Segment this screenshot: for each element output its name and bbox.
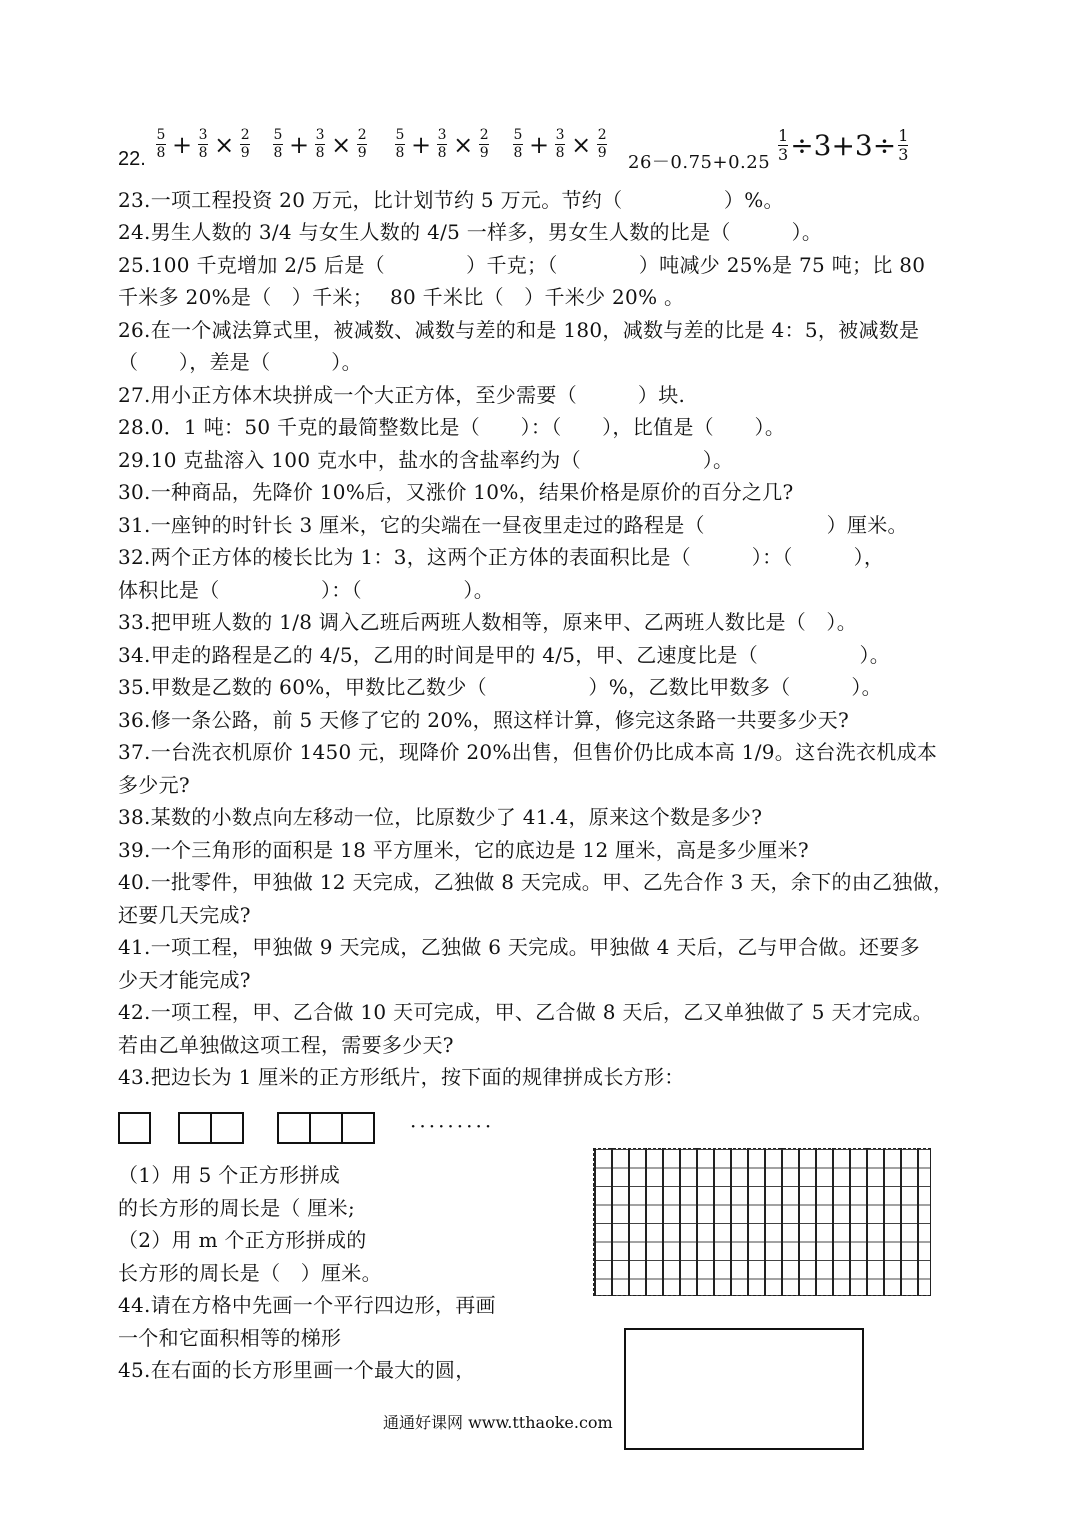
plus-sign: + bbox=[172, 130, 193, 159]
times-sign: × bbox=[453, 130, 474, 159]
fraction: $\frac{3}{8}$ bbox=[315, 127, 325, 161]
fraction: $\frac{5}{8}$ bbox=[273, 127, 283, 161]
question-26: 26.在一个减法算式里，被减数、减数与差的和是 180，减数与差的比是 4：5，被减数是 bbox=[118, 318, 920, 342]
times-sign: × bbox=[571, 130, 592, 159]
fraction: $\frac{1}{3}$ bbox=[898, 126, 909, 164]
expression-2 bbox=[271, 128, 369, 161]
question-44: 44.请在方格中先画一个平行四边形，再画 bbox=[118, 1293, 496, 1317]
fraction: $\frac{2}{9}$ bbox=[357, 127, 367, 161]
question-42: 42.一项工程，甲、乙合做 10 天可完成，甲、乙合做 8 天后，乙又单独做了 5 天才完成。 bbox=[118, 1000, 933, 1024]
question-25-cont: 千米多 20%是（ ）千米； 80 千米比（ ）千米少 20% 。 bbox=[118, 285, 685, 309]
drawing-rectangle bbox=[624, 1328, 864, 1450]
ellipsis-dots: ········· bbox=[410, 1114, 495, 1138]
fraction: $\frac{3}{8}$ bbox=[555, 127, 565, 161]
question-44-cont: 一个和它面积相等的梯形 bbox=[118, 1326, 342, 1350]
fraction: $\frac{5}{8}$ bbox=[513, 127, 523, 161]
question-43: 43.把边长为 1 厘米的正方形纸片，按下面的规律拼成长方形： bbox=[118, 1065, 685, 1089]
question-41: 41.一项工程，甲独做 9 天完成，乙独做 6 天完成。甲独做 4 天后，乙与甲合做。还要多 bbox=[118, 935, 920, 959]
fraction: $\frac{3}{8}$ bbox=[437, 127, 447, 161]
footer-watermark: 通通好课网 www.tthaoke.com bbox=[383, 1413, 613, 1432]
question-27: 27.用小正方体木块拼成一个大正方体，至少需要（ ）块. bbox=[118, 383, 686, 407]
question-41-cont: 少天才能完成? bbox=[118, 968, 251, 992]
fraction: $\frac{5}{8}$ bbox=[395, 127, 405, 161]
question-33: 33.把甲班人数的 1/8 调入乙班后两班人数相等，原来甲、乙两班人数比是（ ）。 bbox=[118, 610, 858, 634]
fraction: $\frac{3}{8}$ bbox=[198, 127, 208, 161]
fraction: $\frac{2}{9}$ bbox=[240, 127, 250, 161]
fraction: $\frac{2}{9}$ bbox=[479, 127, 489, 161]
expression-6 bbox=[776, 128, 910, 163]
fraction: $\frac{2}{9}$ bbox=[597, 127, 607, 161]
two-square-figure bbox=[178, 1112, 244, 1144]
times-sign: × bbox=[214, 130, 235, 159]
question-43-part-2-cont: 长方形的周长是（ ）厘米。 bbox=[118, 1261, 382, 1285]
plus-sign: + bbox=[289, 130, 310, 159]
question-32-cont: 体积比是（ ）：（ ）。 bbox=[118, 578, 494, 602]
question-42-cont: 若由乙单独做这项工程，需要多少天? bbox=[118, 1033, 454, 1057]
plus-sign: + bbox=[529, 130, 550, 159]
times-sign: × bbox=[331, 130, 352, 159]
question-23: 23.一项工程投资 20 万元，比计划节约 5 万元。节约（ ）%。 bbox=[118, 188, 784, 212]
question-36: 36.修一条公路，前 5 天修了它的 20%，照这样计算，修完这条路一共要多少天? bbox=[118, 708, 850, 732]
question-26-cont: （ ），差是（ ）。 bbox=[118, 350, 362, 374]
question-30: 30.一种商品，先降价 10%后，又涨价 10%，结果价格是原价的百分之几? bbox=[118, 480, 794, 504]
question-number: 22. bbox=[118, 148, 146, 170]
question-34: 34.甲走的路程是乙的 4/5，乙用的时间是甲的 4/5，甲、乙速度比是（ ）。 bbox=[118, 643, 891, 667]
question-31: 31.一座钟的时针长 3 厘米，它的尖端在一昼夜里走过的路程是（ ）厘米。 bbox=[118, 513, 908, 537]
fraction: $\frac{1}{3}$ bbox=[778, 126, 789, 164]
question-37-cont: 多少元? bbox=[118, 773, 190, 797]
question-40: 40.一批零件，甲独做 12 天完成，乙独做 8 天完成。甲、乙先合作 3 天，余下的由乙独做， bbox=[118, 870, 954, 894]
drawing-grid bbox=[593, 1148, 931, 1296]
question-39: 39.一个三角形的面积是 18 平方厘米，它的底边是 12 厘米，高是多少厘米? bbox=[118, 838, 809, 862]
expression-5: 26－0.75+0.25 bbox=[628, 152, 771, 173]
plus-sign: + bbox=[411, 130, 432, 159]
question-29: 29.10 克盐溶入 100 克水中，盐水的含盐率约为（ ）。 bbox=[118, 448, 734, 472]
fraction: $\frac{5}{8}$ bbox=[156, 127, 166, 161]
question-25: 25.100 千克增加 2/5 后是（ ）千克；（ ）吨减少 25%是 75 吨；比 80 bbox=[118, 253, 926, 277]
question-43-part-1: （1）用 5 个正方形拼成 bbox=[118, 1163, 341, 1187]
question-45: 45.在右面的长方形里画一个最大的圆， bbox=[118, 1358, 476, 1382]
question-43-part-2: （2）用 m 个正方形拼成的 bbox=[118, 1228, 367, 1252]
question-32: 32.两个正方体的棱长比为 1：3，这两个正方体的表面积比是（ ）：（ ）， bbox=[118, 545, 885, 569]
question-38: 38.某数的小数点向左移动一位，比原数少了 41.4，原来这个数是多少? bbox=[118, 805, 763, 829]
question-43-part-1-cont: 的长方形的周长是（ 厘米; bbox=[118, 1196, 355, 1220]
question-37: 37.一台洗衣机原价 1450 元，现降价 20%出售，但售价仍比成本高 1/9。这台洗衣机成本 bbox=[118, 740, 938, 764]
operator-text: ÷3+3÷ bbox=[790, 129, 897, 162]
question-24: 24.男生人数的 3/4 与女生人数的 4/5 一样多，男女生人数的比是（ ）。 bbox=[118, 220, 823, 244]
expression-3 bbox=[393, 128, 491, 161]
expression-4 bbox=[511, 128, 609, 161]
question-35: 35.甲数是乙数的 60%，甲数比乙数少（ ）%，乙数比甲数多（ ）。 bbox=[118, 675, 882, 699]
one-square-figure bbox=[118, 1112, 151, 1144]
three-square-figure bbox=[277, 1112, 375, 1144]
expression-1 bbox=[154, 128, 252, 161]
question-22 bbox=[118, 128, 948, 178]
question-28: 28.0．1 吨：50 千克的最简整数比是（ ）：（ ），比值是（ ）。 bbox=[118, 415, 786, 439]
question-40-cont: 还要几天完成? bbox=[118, 903, 251, 927]
